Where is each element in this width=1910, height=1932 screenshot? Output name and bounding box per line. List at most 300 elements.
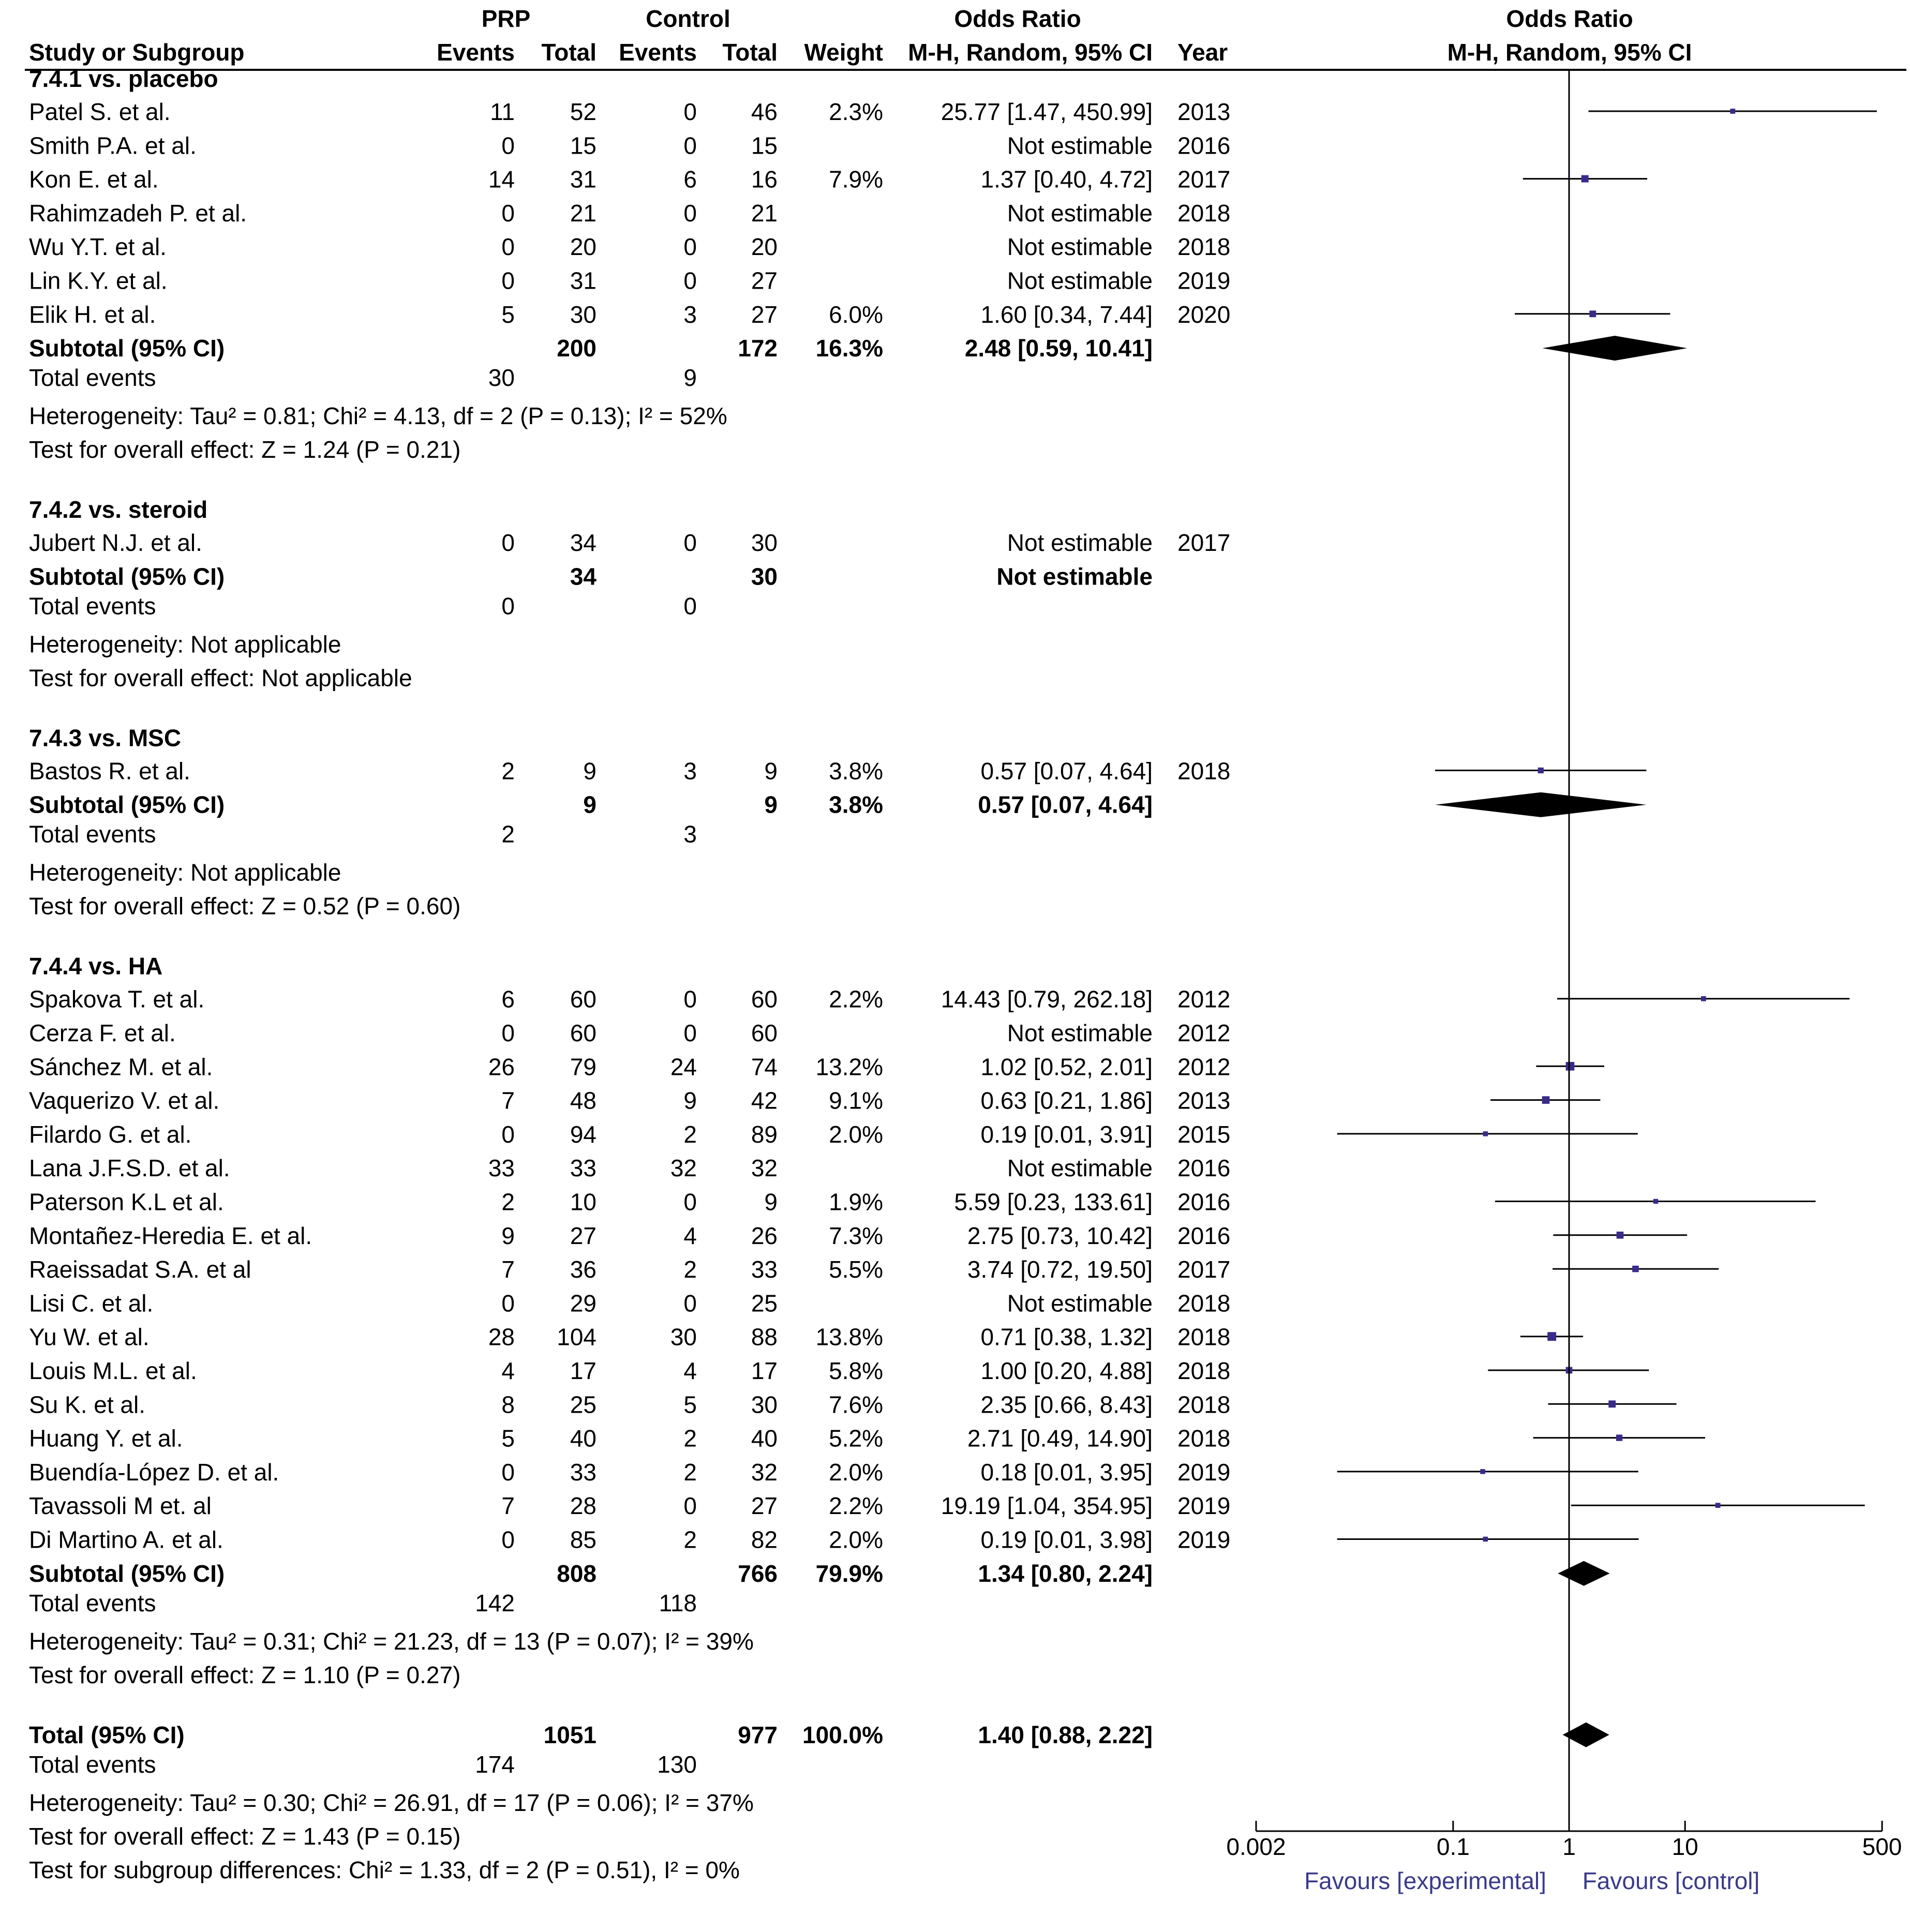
odds-ratio-ci: 1.34 [0.80, 2.24] xyxy=(978,1560,1153,1587)
row-note xyxy=(29,1789,754,1816)
year: 2018 xyxy=(1177,1290,1231,1317)
events-control: 24 xyxy=(670,1053,697,1081)
year: 2019 xyxy=(1177,267,1231,294)
total-control: 32 xyxy=(751,1458,778,1486)
row-events xyxy=(29,592,697,619)
total-events-control: 3 xyxy=(683,820,697,848)
note-label: Heterogeneity: Tau² = 0.81; Chi² = 4.13, df = 2 (P = 0.13); I² = 52% xyxy=(29,402,727,430)
row-study xyxy=(29,1425,1230,1452)
events-prp: 6 xyxy=(501,985,515,1013)
study-label: Smith P.A. et al. xyxy=(29,132,197,159)
note-label: Test for overall effect: Z = 1.10 (P = 0.27) xyxy=(29,1661,461,1688)
total-prp: 31 xyxy=(570,267,596,294)
study-label: Filardo G. et al. xyxy=(29,1120,192,1148)
row-study xyxy=(29,757,1230,784)
row-study xyxy=(29,1020,1230,1046)
odds-ratio-ci: 1.02 [0.52, 2.01] xyxy=(980,1053,1153,1081)
odds-ratio-ci: Not estimable xyxy=(1007,132,1153,159)
study-label: Paterson K.L et al. xyxy=(29,1188,224,1216)
row-study xyxy=(29,200,1230,227)
row-note xyxy=(29,1628,754,1655)
study-label: Spakova T. et al. xyxy=(29,985,205,1013)
year: 2018 xyxy=(1177,757,1231,785)
events-control: 0 xyxy=(683,267,697,294)
year: 2018 xyxy=(1177,1357,1231,1384)
row-subtotal xyxy=(29,1560,1153,1587)
total-control: 27 xyxy=(751,1492,778,1520)
total-control: 20 xyxy=(751,233,778,261)
weight: 5.5% xyxy=(829,1256,883,1283)
row-subtotal xyxy=(29,791,1153,818)
total-control: 15 xyxy=(751,132,778,159)
total-prp: 85 xyxy=(570,1526,596,1553)
total-prp: 28 xyxy=(570,1492,596,1520)
weight: 5.8% xyxy=(829,1357,883,1384)
row-study xyxy=(29,132,1230,159)
total-events-control: 118 xyxy=(659,1589,697,1616)
total-events-control: 0 xyxy=(683,592,697,620)
total-prp: 48 xyxy=(570,1087,596,1114)
events-control: 2 xyxy=(683,1458,697,1486)
total-events-prp: 174 xyxy=(475,1750,515,1778)
total-control: 42 xyxy=(751,1087,778,1114)
total-prp: 60 xyxy=(570,1020,596,1046)
header-study: Study or Subgroup xyxy=(29,39,245,66)
total-prp: 25 xyxy=(570,1391,596,1418)
row-study xyxy=(29,1222,1230,1249)
row-section xyxy=(29,496,207,523)
header xyxy=(29,5,1692,66)
total-prp: 60 xyxy=(570,985,596,1013)
weight: 2.0% xyxy=(829,1526,883,1553)
weight: 79.9% xyxy=(815,1560,883,1587)
study-label: Louis M.L. et al. xyxy=(29,1357,197,1384)
total-prp: 79 xyxy=(570,1053,596,1081)
point-estimate xyxy=(1730,109,1735,114)
header-method-right: M-H, Random, 95% CI xyxy=(1447,39,1692,66)
header-events1: Events xyxy=(437,39,515,66)
total-control: 9 xyxy=(764,791,778,818)
row-section xyxy=(29,953,162,980)
weight: 3.8% xyxy=(829,757,883,785)
odds-ratio-ci: 2.71 [0.49, 14.90] xyxy=(967,1425,1153,1452)
total-events-prp: 2 xyxy=(501,820,515,848)
odds-ratio-ci: 0.57 [0.07, 4.64] xyxy=(980,757,1153,785)
events-control: 9 xyxy=(683,1087,697,1114)
events-control: 0 xyxy=(683,98,697,125)
odds-ratio-ci: 2.48 [0.59, 10.41] xyxy=(964,335,1153,362)
total-control: 27 xyxy=(751,301,778,328)
events-control: 0 xyxy=(683,1020,697,1046)
point-estimate xyxy=(1589,310,1596,317)
row-study xyxy=(29,1526,1230,1553)
row-note xyxy=(29,1661,460,1688)
year: 2019 xyxy=(1177,1492,1231,1520)
study-label: Montañez-Heredia E. et al. xyxy=(29,1222,312,1249)
total-events-control: 130 xyxy=(657,1750,697,1778)
events-control: 4 xyxy=(683,1222,697,1249)
row-note xyxy=(29,402,727,429)
subtotal-label: Subtotal (95% CI) xyxy=(29,563,225,590)
year: 2015 xyxy=(1177,1120,1231,1148)
year: 2012 xyxy=(1177,1020,1231,1046)
odds-ratio-ci: 19.19 [1.04, 354.95] xyxy=(941,1492,1153,1520)
study-label: Tavassoli M et. al xyxy=(29,1492,212,1520)
header-method-left: M-H, Random, 95% CI xyxy=(908,39,1153,66)
total-control: 766 xyxy=(738,1560,778,1587)
year: 2016 xyxy=(1177,1222,1231,1249)
subtotal-label: Subtotal (95% CI) xyxy=(29,335,225,362)
events-control: 2 xyxy=(683,1425,697,1452)
events-control: 2 xyxy=(683,1120,697,1148)
year: 2013 xyxy=(1177,98,1231,125)
row-study xyxy=(29,1357,1230,1384)
section-label: 7.4.3 vs. MSC xyxy=(29,724,182,752)
events-control: 2 xyxy=(683,1256,697,1283)
study-label: Kon E. et al. xyxy=(29,166,159,193)
row-subtotal xyxy=(29,1721,1153,1748)
study-label: Sánchez M. et al. xyxy=(29,1053,213,1081)
point-estimate xyxy=(1542,1096,1550,1104)
total-events-prp: 0 xyxy=(501,592,515,620)
weight: 2.2% xyxy=(829,985,883,1013)
total-prp: 10 xyxy=(570,1188,596,1216)
year: 2017 xyxy=(1177,529,1231,557)
events-prp: 14 xyxy=(488,166,515,193)
events-control: 3 xyxy=(683,757,697,785)
study-label: Raeissadat S.A. et al xyxy=(29,1256,251,1283)
note-label: Heterogeneity: Not applicable xyxy=(29,631,341,658)
events-control: 3 xyxy=(683,301,697,328)
header-or-left: Odds Ratio xyxy=(954,5,1081,32)
total-prp: 34 xyxy=(570,529,596,557)
study-label: Lisi C. et al. xyxy=(29,1290,154,1317)
events-prp: 0 xyxy=(501,132,515,159)
row-study xyxy=(29,267,1230,294)
study-label: Lin K.Y. et al. xyxy=(29,267,168,294)
note-label: Test for overall effect: Z = 0.52 (P = 0.60) xyxy=(29,892,461,920)
total-control: 89 xyxy=(751,1120,778,1148)
year: 2018 xyxy=(1177,199,1231,227)
year: 2018 xyxy=(1177,233,1231,261)
events-prp: 8 xyxy=(501,1391,515,1418)
row-study xyxy=(29,1155,1230,1181)
odds-ratio-ci: 2.35 [0.66, 8.43] xyxy=(980,1391,1153,1418)
events-control: 0 xyxy=(683,985,697,1013)
events-prp: 0 xyxy=(501,1526,515,1553)
total-control: 30 xyxy=(751,563,778,590)
events-prp: 0 xyxy=(501,1120,515,1148)
total-control: 82 xyxy=(751,1526,778,1553)
events-control: 0 xyxy=(683,233,697,261)
events-prp: 26 xyxy=(488,1053,515,1081)
weight: 3.8% xyxy=(829,791,883,818)
note-label: Test for overall effect: Not applicable xyxy=(29,664,412,692)
total-control: 30 xyxy=(751,529,778,557)
events-prp: 7 xyxy=(501,1492,515,1520)
events-control: 0 xyxy=(683,1290,697,1317)
events-control: 0 xyxy=(683,529,697,557)
total-control: 17 xyxy=(751,1357,778,1384)
row-study xyxy=(29,1087,1230,1114)
odds-ratio-ci: Not estimable xyxy=(1007,199,1153,227)
header-or-right: Odds Ratio xyxy=(1506,5,1633,32)
point-estimate xyxy=(1483,1537,1488,1542)
odds-ratio-ci: 5.59 [0.23, 133.61] xyxy=(954,1188,1153,1216)
total-control: 74 xyxy=(751,1053,778,1081)
total-prp: 9 xyxy=(583,791,596,818)
year: 2018 xyxy=(1177,1323,1231,1351)
events-control: 4 xyxy=(683,1357,697,1384)
plot-area xyxy=(1337,109,1877,1747)
row-note xyxy=(29,1856,740,1883)
row-events xyxy=(29,1590,697,1616)
point-estimate xyxy=(1483,1131,1488,1136)
total-control: 9 xyxy=(764,1188,778,1216)
year: 2012 xyxy=(1177,985,1231,1013)
total-events-prp: 142 xyxy=(475,1589,515,1616)
events-control: 2 xyxy=(683,1526,697,1553)
total-control: 60 xyxy=(751,985,778,1013)
year: 2016 xyxy=(1177,1188,1231,1216)
events-prp: 0 xyxy=(501,267,515,294)
weight: 5.2% xyxy=(829,1425,883,1452)
events-prp: 0 xyxy=(501,233,515,261)
row-study xyxy=(29,529,1230,556)
total-prp: 34 xyxy=(570,563,596,590)
odds-ratio-ci: 0.63 [0.21, 1.86] xyxy=(980,1087,1153,1114)
header-events2: Events xyxy=(619,39,697,66)
point-estimate xyxy=(1547,1332,1556,1341)
odds-ratio-ci: Not estimable xyxy=(1007,233,1153,261)
events-control: 32 xyxy=(670,1155,697,1182)
events-label: Total events xyxy=(29,364,156,392)
events-control: 0 xyxy=(683,1188,697,1216)
header-weight: Weight xyxy=(804,39,883,66)
row-events xyxy=(29,1751,697,1778)
row-note xyxy=(29,436,460,463)
tick-label: 500 xyxy=(1862,1833,1902,1860)
year: 2017 xyxy=(1177,1256,1231,1283)
weight: 13.2% xyxy=(815,1053,883,1081)
odds-ratio-ci: 0.19 [0.01, 3.91] xyxy=(980,1120,1153,1148)
pooled-diamond xyxy=(1543,336,1687,361)
note-label: Heterogeneity: Not applicable xyxy=(29,859,341,886)
row-study xyxy=(29,1256,1230,1283)
total-control: 40 xyxy=(751,1425,778,1452)
study-label: Lana J.F.S.D. et al. xyxy=(29,1155,230,1182)
total-prp: 808 xyxy=(557,1560,596,1587)
tick-label: 0.1 xyxy=(1436,1833,1470,1860)
row-note xyxy=(29,1823,460,1850)
weight: 2.0% xyxy=(829,1458,883,1486)
year: 2019 xyxy=(1177,1526,1231,1553)
tick-label: 10 xyxy=(1672,1833,1698,1860)
row-study xyxy=(29,233,1230,260)
events-prp: 0 xyxy=(501,1458,515,1486)
total-control: 26 xyxy=(751,1222,778,1249)
study-label: Di Martino A. et al. xyxy=(29,1526,223,1553)
total-control: 977 xyxy=(738,1721,778,1748)
point-estimate xyxy=(1653,1199,1658,1204)
events-prp: 28 xyxy=(488,1323,515,1351)
total-control: 27 xyxy=(751,267,778,294)
weight: 7.3% xyxy=(829,1222,883,1249)
tick-label: 1 xyxy=(1562,1833,1576,1860)
total-prp: 33 xyxy=(570,1155,596,1182)
year: 2016 xyxy=(1177,132,1231,159)
point-estimate xyxy=(1480,1469,1485,1474)
subtotal-label: Subtotal (95% CI) xyxy=(29,1560,225,1587)
total-control: 25 xyxy=(751,1290,778,1317)
total-prp: 94 xyxy=(570,1120,596,1148)
header-group2: Control xyxy=(646,5,730,32)
table-rows xyxy=(29,65,1230,1883)
events-prp: 7 xyxy=(501,1256,515,1283)
odds-ratio-ci: 1.37 [0.40, 4.72] xyxy=(980,166,1153,193)
total-events-prp: 30 xyxy=(488,364,515,392)
study-label: Jubert N.J. et al. xyxy=(29,529,202,557)
study-label: Buendía-López D. et al. xyxy=(29,1458,279,1486)
odds-ratio-ci: 0.19 [0.01, 3.98] xyxy=(980,1526,1153,1553)
events-prp: 5 xyxy=(501,1425,515,1452)
note-label: Heterogeneity: Tau² = 0.30; Chi² = 26.91, df = 17 (P = 0.06); I² = 37% xyxy=(29,1789,754,1816)
events-prp: 4 xyxy=(501,1357,515,1384)
total-control: 60 xyxy=(751,1020,778,1046)
weight: 13.8% xyxy=(815,1323,883,1351)
note-label: Heterogeneity: Tau² = 0.31; Chi² = 21.23, df = 13 (P = 0.07); I² = 39% xyxy=(29,1627,754,1655)
total-prp: 17 xyxy=(570,1357,596,1384)
row-study xyxy=(29,986,1230,1013)
row-note xyxy=(29,664,412,691)
odds-ratio-ci: Not estimable xyxy=(1007,529,1153,557)
weight: 7.6% xyxy=(829,1391,883,1418)
row-note xyxy=(29,893,460,920)
odds-ratio-ci: 2.75 [0.73, 10.42] xyxy=(967,1222,1153,1249)
total-prp: 29 xyxy=(570,1290,596,1317)
row-study xyxy=(29,1492,1230,1519)
point-estimate xyxy=(1566,1062,1575,1071)
total-control: 88 xyxy=(751,1323,778,1351)
row-study xyxy=(29,166,1230,193)
row-subtotal xyxy=(29,335,1153,362)
point-estimate xyxy=(1538,768,1544,773)
weight: 100.0% xyxy=(802,1721,883,1748)
year: 2012 xyxy=(1177,1053,1231,1081)
header-year: Year xyxy=(1177,39,1228,66)
events-prp: 5 xyxy=(501,301,515,328)
row-study xyxy=(29,301,1230,328)
total-prp: 1051 xyxy=(543,1721,596,1748)
odds-ratio-ci: Not estimable xyxy=(996,563,1153,590)
weight: 2.0% xyxy=(829,1120,883,1148)
total-prp: 52 xyxy=(570,98,596,125)
row-study xyxy=(29,1290,1230,1316)
events-prp: 0 xyxy=(501,529,515,557)
total-prp: 30 xyxy=(570,301,596,328)
events-prp: 2 xyxy=(501,757,515,785)
study-label: Vaquerizo V. et al. xyxy=(29,1087,220,1114)
point-estimate xyxy=(1616,1434,1622,1441)
favours-right-label: Favours [control] xyxy=(1582,1867,1760,1894)
events-control: 6 xyxy=(683,166,697,193)
weight: 6.0% xyxy=(829,301,883,328)
odds-ratio-ci: 1.00 [0.20, 4.88] xyxy=(980,1357,1153,1384)
total-prp: 31 xyxy=(570,166,596,193)
odds-ratio-ci: 0.18 [0.01, 3.95] xyxy=(980,1458,1153,1486)
odds-ratio-ci: 0.71 [0.38, 1.32] xyxy=(980,1323,1153,1351)
weight: 9.1% xyxy=(829,1087,883,1114)
study-label: Huang Y. et al. xyxy=(29,1425,183,1452)
note-label: Test for overall effect: Z = 1.24 (P = 0.21) xyxy=(29,436,461,463)
year: 2018 xyxy=(1177,1391,1231,1418)
row-study xyxy=(29,1391,1230,1418)
point-estimate xyxy=(1632,1266,1639,1272)
point-estimate xyxy=(1701,996,1706,1001)
year: 2019 xyxy=(1177,1458,1231,1486)
total-control: 172 xyxy=(738,335,778,362)
weight: 7.9% xyxy=(829,166,883,193)
total-prp: 20 xyxy=(570,233,596,261)
point-estimate xyxy=(1581,175,1589,183)
year: 2020 xyxy=(1177,301,1231,328)
weight: 16.3% xyxy=(815,335,883,362)
study-label: Bastos R. et al. xyxy=(29,757,190,785)
total-prp: 104 xyxy=(557,1323,596,1351)
favours-left-label: Favours [experimental] xyxy=(1304,1867,1546,1894)
odds-ratio-ci: Not estimable xyxy=(1007,1155,1153,1182)
subtotal-label: Subtotal (95% CI) xyxy=(29,791,225,818)
row-note xyxy=(29,859,341,886)
header-total2: Total xyxy=(722,39,778,66)
total-control: 33 xyxy=(751,1256,778,1283)
row-study xyxy=(29,1324,1230,1351)
total-prp: 21 xyxy=(570,199,596,227)
events-prp: 0 xyxy=(501,199,515,227)
point-estimate xyxy=(1617,1232,1624,1239)
pooled-diamond xyxy=(1435,792,1646,817)
total-prp: 40 xyxy=(570,1425,596,1452)
total-prp: 9 xyxy=(583,757,596,785)
events-control: 30 xyxy=(670,1323,697,1351)
events-control: 0 xyxy=(683,132,697,159)
odds-ratio-ci: Not estimable xyxy=(1007,1020,1153,1046)
row-events xyxy=(29,821,697,848)
odds-ratio-ci: 14.43 [0.79, 262.18] xyxy=(941,985,1153,1013)
study-label: Su K. et al. xyxy=(29,1391,146,1418)
row-subtotal xyxy=(29,563,1153,590)
row-study xyxy=(29,1053,1230,1080)
total-prp: 200 xyxy=(557,335,596,362)
row-note xyxy=(29,631,341,657)
weight: 2.3% xyxy=(829,98,883,125)
row-study xyxy=(29,1189,1230,1216)
odds-ratio-ci: 25.77 [1.47, 450.99] xyxy=(941,98,1153,125)
odds-ratio-ci: Not estimable xyxy=(1007,1290,1153,1317)
subtotal-label: Total (95% CI) xyxy=(29,1721,185,1748)
row-study xyxy=(29,98,1230,125)
note-label: Test for overall effect: Z = 1.43 (P = 0.15) xyxy=(29,1822,461,1850)
total-control: 46 xyxy=(751,98,778,125)
tick-label: 0.002 xyxy=(1226,1833,1286,1860)
total-prp: 33 xyxy=(570,1458,596,1486)
total-prp: 15 xyxy=(570,132,596,159)
pooled-diamond xyxy=(1558,1561,1609,1586)
row-study xyxy=(29,1459,1230,1486)
header-total1: Total xyxy=(541,39,596,66)
total-control: 32 xyxy=(751,1155,778,1182)
total-events-control: 9 xyxy=(683,364,697,392)
